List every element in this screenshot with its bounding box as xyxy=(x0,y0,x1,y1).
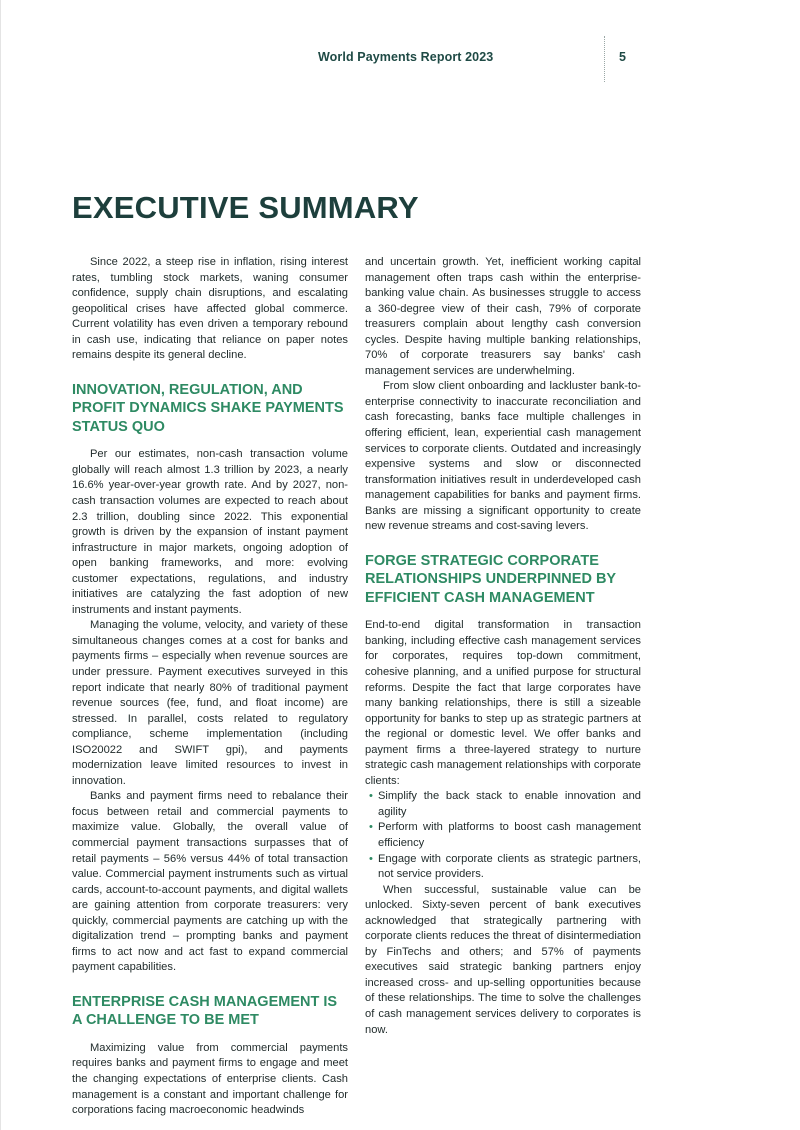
bullet-item xyxy=(365,852,641,883)
bullet-text: Engage with corporate clients as strategic partners, not service providers. xyxy=(378,852,641,881)
body-paragraph: When successful, sustainable value can be unlocked. Sixty-seven percent of bank executives acknowledged that strategically partnering with corporate clients reduces the threat of disintermediation by FinTechs and others; and 57% of payments executives said strategic banking partners enjoy increased cross- and up-selling opportunities because of these relationships. The time to solve the challenges of cash management services delivery to corporates is now. xyxy=(365,883,641,1036)
body-paragraph: Maximizing value from commercial payments requires banks and payment firms to engage and meet the changing expectations of enterprise clients. Cash management is a constant and important challenge for corporations facing macroeconomic headwinds xyxy=(72,1041,348,1117)
header-divider xyxy=(604,36,605,82)
strategy-bullet-list xyxy=(365,789,641,882)
report-title: World Payments Report 2023 xyxy=(318,50,494,64)
bullet-text: Simplify the back stack to enable innovation and agility xyxy=(378,790,641,818)
bullet-dot-icon: • xyxy=(369,852,373,865)
section-heading-enterprise-cash: ENTERPRISE CASH MANAGEMENT IS A CHALLENGE TO BE MET xyxy=(72,993,338,1029)
body-paragraph: From slow client onboarding and lackluster bank-to-enterprise connectivity to inaccurate reconciliation and cash forecasting, banks face multiple challenges in offering efficient, lean, experiential cash management services to corporate clients. Outdated and increasingly expensive systems and slow or disconnected transformation initiatives result in underdeveloped cash management capabilities for banks and payment firms. Banks are missing a significant opportunity to create new revenue streams and cost-saving levers. xyxy=(365,380,641,533)
bullet-text: Perform with platforms to boost cash management efficiency xyxy=(378,821,641,849)
body-paragraph: Banks and payment firms need to rebalance their focus between retail and commercial payments to maximize value. Globally, the overall value of commercial payment transactions surpasses that of retail payments – 56% versus 44% of total transaction value. Commercial payment instruments such as virtual cards, account-to-account payments, and digital wallets are gaining attention from corporate treasurers: very quickly, commercial payments are catching up with the digitalization trend – prompting banks and payment firms to act now and act fast to expand commercial payment capabilities. xyxy=(72,790,348,974)
left-column xyxy=(72,255,348,1119)
page-header xyxy=(0,50,800,70)
intro-paragraph: Since 2022, a steep rise in inflation, rising interest rates, tumbling stock markets, waning consumer confidence, supply chain disruptions, and escalating geopolitical crises have affected global commerce. Current volatility has even driven a temporary rebound in cash use, indicating that reliance on paper notes remains despite its general decline. xyxy=(72,256,348,362)
bullet-item xyxy=(365,789,641,820)
bullet-dot-icon: • xyxy=(369,790,373,803)
body-paragraph: End-to-end digital transformation in transaction banking, including effective cash management services for corporates, requires top-down commitment, cohesive planning, and a unified purpose for structural reforms. Despite the fact that large corporates have many banking relationships, there is still a sizeable opportunity for banks to step up as strategic partners at the regional or domestic level. We offer banks and payment firms a three-layered strategy to nurture strategic cash management relationships with corporate clients: xyxy=(365,619,641,787)
section-heading-strategic-relationships: FORGE STRATEGIC CORPORATE RELATIONSHIPS UNDERPINNED BY EFFICIENT CASH MANAGEMENT xyxy=(365,552,616,606)
bullet-item xyxy=(365,820,641,851)
body-paragraph: Per our estimates, non-cash transaction volume globally will reach almost 1.3 trillion by 2023, a nearly 16.6% year-over-year growth rate. And by 2027, non-cash transaction volumes are expected to reach about 2.3 trillion, doubling since 2022. This exponential growth is driven by the expansion of instant payment infrastructure in major markets, ongoing adoption of open banking frameworks, and more: evolving customer expectations, regulations, and industry initiatives are catalyzing the fast adoption of new instruments and instant payments. xyxy=(72,448,348,616)
section-heading-innovation: INNOVATION, REGULATION, AND PROFIT DYNAMICS SHAKE PAYMENTS STATUS QUO xyxy=(72,381,344,435)
body-paragraph: and uncertain growth. Yet, inefficient working capital management often traps cash within the enterprise-banking value chain. As businesses struggle to access a 360-degree view of their cash, 79% of corporate treasurers complain about lengthy cash conversion cycles. Despite having multiple banking relationships, 70% of corporate treasurers say banks' cash management services are underwhelming. xyxy=(365,256,641,377)
right-column xyxy=(365,255,641,1038)
page-number: 5 xyxy=(619,50,626,64)
page-title: EXECUTIVE SUMMARY xyxy=(72,190,419,225)
bullet-dot-icon: • xyxy=(369,821,373,834)
body-paragraph: Managing the volume, velocity, and variety of these simultaneous changes comes at a cost for banks and payments firms – especially when revenue sources are under pressure. Payment executives surveyed in this report indicate that nearly 80% of traditional payment revenue sources (fee, fund, and float income) are stressed. In parallel, costs related to regulatory compliance, scheme implementation (including ISO20022 and SWIFT gpi), and payments modernization leave limited resources to invest in innovation. xyxy=(72,619,348,787)
page-edge xyxy=(0,0,1,1130)
